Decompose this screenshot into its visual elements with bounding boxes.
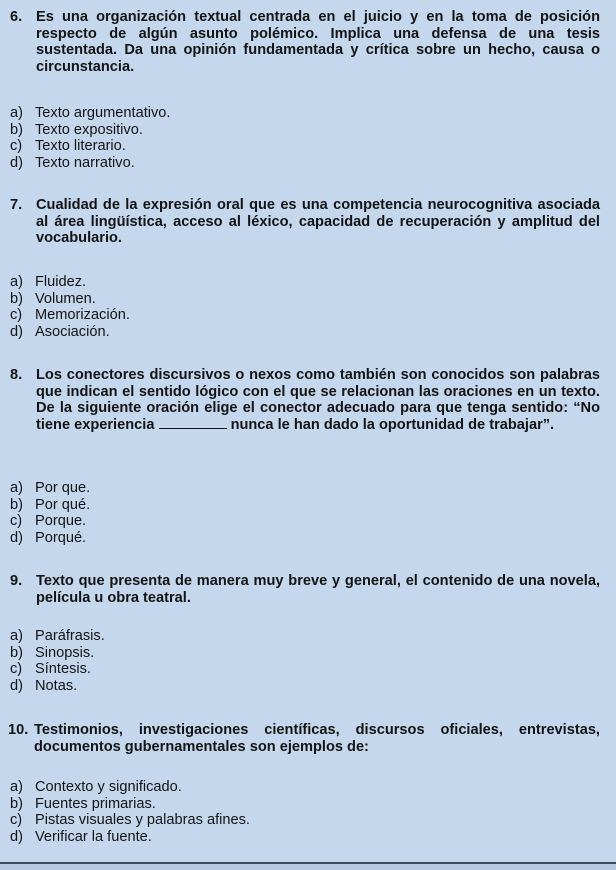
question-number: 6. [10, 9, 23, 25]
options-10 [10, 779, 600, 845]
option-d[interactable]: d) Notas. [10, 677, 78, 694]
question-number: 10. [8, 722, 29, 738]
option-c[interactable]: c) Memorización. [10, 307, 130, 324]
option-a[interactable]: a) Fluidez. [10, 274, 87, 290]
question-body: Texto que presenta de manera muy breve y general, el contenido de una novela, película u obra teatral. [36, 573, 600, 606]
question-number: 7. [10, 197, 23, 213]
option-a[interactable]: a) Paráfrasis. [10, 628, 105, 644]
options-9 [10, 628, 600, 694]
option-d[interactable]: d) Asociación. [10, 323, 110, 340]
option-d[interactable]: d) Porqué. [10, 529, 87, 546]
option-list [10, 105, 600, 171]
option-list [10, 480, 600, 546]
question-body: Testimonios, investigaciones científicas, discursos oficiales, entrevistas, documentos gubernamentales son ejemplos de: [34, 722, 600, 755]
option-b[interactable]: b) Texto expositivo. [10, 121, 143, 138]
question-body: Cualidad de la expresión oral que es una competencia neurocognitiva asociada al área lingüística, acceso al léxico, capacidad de recuperación y amplitud del vocabulario. [36, 197, 600, 246]
answer-blank [159, 417, 227, 429]
question-text [10, 9, 600, 75]
option-a[interactable]: a) Por que. [10, 480, 91, 496]
question-8 [10, 367, 600, 433]
question-text [10, 367, 600, 433]
question-body-start: Los conectores discursivos o nexos como también son conocidos son palabras que indican el sentido lógico con el que se relacionan las oraciones en un texto. De la siguiente oración elige el conector adecuado para que tenga sentido: “No tiene experiencia [36, 367, 600, 433]
option-a[interactable]: a) Texto argumentativo. [10, 105, 171, 121]
question-text [10, 573, 600, 606]
option-a[interactable]: a) Contexto y significado. [10, 779, 182, 795]
question-text [10, 197, 600, 247]
options-8 [10, 480, 600, 546]
option-c[interactable]: c) Texto literario. [10, 138, 126, 155]
question-number: 9. [10, 573, 23, 589]
option-d[interactable]: d) Verificar la fuente. [10, 828, 152, 845]
option-b[interactable]: b) Sinopsis. [10, 644, 95, 661]
question-body-end: nunca le han dado la oportunidad de trabajar”. [230, 416, 555, 433]
option-list [10, 779, 600, 845]
option-b[interactable]: b) Fuentes primarias. [10, 795, 156, 812]
options-6 [10, 105, 600, 171]
question-body: Es una organización textual centrada en el juicio y en la toma de posición respecto de algún asunto polémico. Implica una defensa de una tesis sustentada. Da una opinión fundamentada y crítica sobre un hecho, causa o circunstancia. [36, 9, 600, 75]
option-d[interactable]: d) Texto narrativo. [10, 154, 135, 171]
option-c[interactable]: c) Síntesis. [10, 661, 91, 678]
option-b[interactable]: b) Por qué. [10, 496, 91, 513]
footer-strip [0, 864, 616, 870]
option-list [10, 628, 600, 694]
options-7 [10, 274, 600, 340]
question-10 [10, 722, 600, 755]
option-c[interactable]: c) Pistas visuales y palabras afines. [10, 812, 250, 829]
option-c[interactable]: c) Porque. [10, 513, 87, 530]
question-7 [10, 197, 600, 247]
question-9 [10, 573, 600, 606]
question-6 [10, 9, 600, 75]
option-b[interactable]: b) Volumen. [10, 290, 96, 307]
option-list [10, 274, 600, 340]
question-number: 8. [10, 367, 23, 383]
question-text [10, 722, 600, 755]
